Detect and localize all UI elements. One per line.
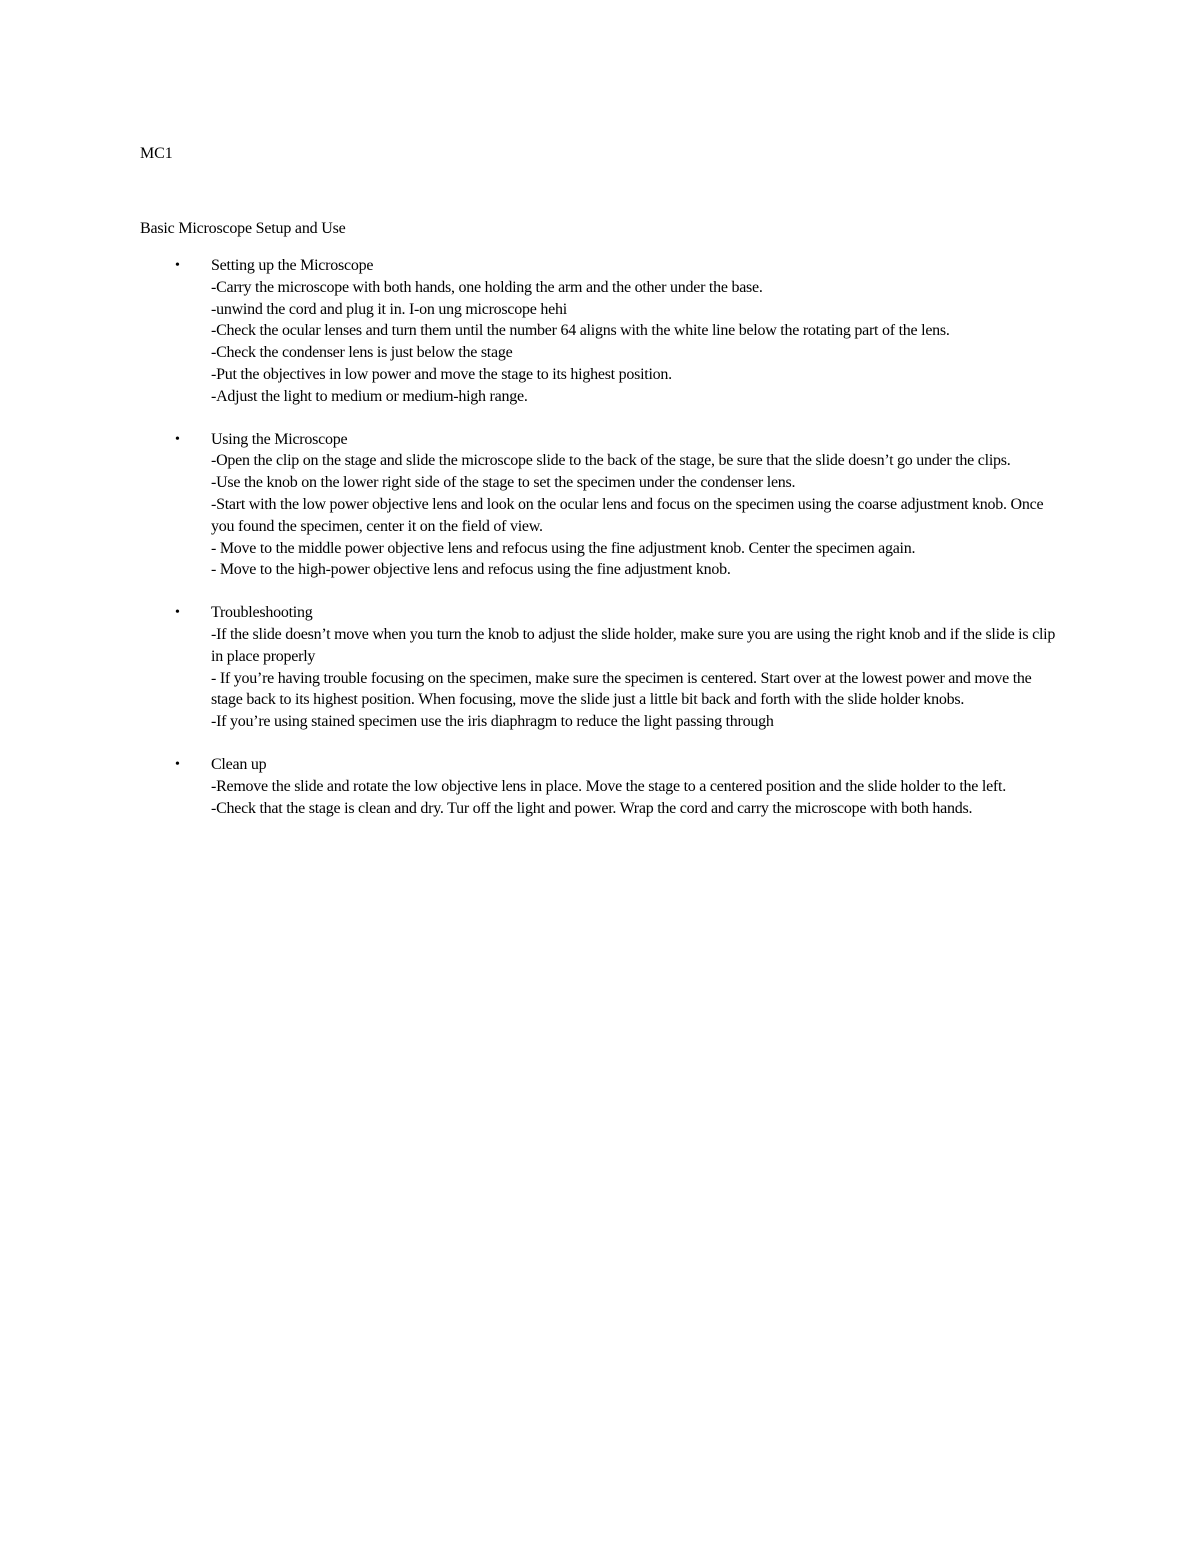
instruction-line: -Carry the microscope with both hands, one holding the arm and the other under the base. bbox=[211, 278, 763, 296]
instruction-line: -Adjust the light to medium or medium-high range. bbox=[211, 387, 528, 405]
instruction-line: -Put the objectives in low power and move the stage to its highest position. bbox=[211, 365, 672, 383]
instruction-line: -unwind the cord and plug it in. I-on ung microscope hehi bbox=[211, 300, 567, 318]
section-cleanup bbox=[0, 754, 1200, 819]
instruction-line: -Use the knob on the lower right side of the stage to set the specimen under the condenser lens. bbox=[211, 474, 796, 492]
document-code: MC1 bbox=[140, 145, 173, 162]
section-body bbox=[211, 255, 1061, 408]
instruction-line: - Move to the middle power objective lens and refocus using the fine adjustment knob. Center the specimen again. bbox=[211, 539, 916, 557]
bullet-glyph: • bbox=[175, 431, 180, 447]
section-body bbox=[211, 429, 1061, 582]
instruction-line: -Start with the low power objective lens and look on the ocular lens and focus on the specimen using the coarse adjustment knob. Once you found the specimen, center it on the field of view. bbox=[211, 495, 1044, 535]
section-using bbox=[0, 429, 1200, 582]
bullet-glyph: • bbox=[175, 258, 180, 273]
instruction-line: -Open the clip on the stage and slide the microscope slide to the back of the stage, be sure that the slide doesn’t go under the clips. bbox=[211, 452, 1011, 470]
instruction-line: -Check that the stage is clean and dry. Tur off the light and power. Wrap the cord and carry the microscope with both hands. bbox=[211, 799, 973, 817]
bullet-glyph: • bbox=[175, 756, 180, 772]
instruction-line: - If you’re having trouble focusing on the specimen, make sure the specimen is centered. Start over at the lowest power and move the stage back to its highest position. When focusing, move the slide just a little bit back and forth with the slide holder knobs. bbox=[211, 669, 1032, 709]
section-troubleshooting bbox=[0, 602, 1200, 733]
instruction-line: -Check the condenser lens is just below the stage bbox=[211, 344, 513, 362]
section-heading: Troubleshooting bbox=[211, 604, 313, 622]
section-body bbox=[211, 602, 1061, 733]
instruction-line: - Move to the high-power objective lens and refocus using the fine adjustment knob. bbox=[211, 561, 731, 579]
section-setup bbox=[0, 255, 1200, 408]
instruction-line: -Remove the slide and rotate the low objective lens in place. Move the stage to a centered position and the slide holder to the left. bbox=[211, 777, 1006, 795]
instruction-line: -Check the ocular lenses and turn them until the number 64 aligns with the white line below the rotating part of the lens. bbox=[211, 322, 950, 340]
instruction-line: -If you’re using stained specimen use the iris diaphragm to reduce the light passing through bbox=[211, 713, 774, 731]
section-heading: Setting up the Microscope bbox=[211, 257, 374, 274]
section-heading: Clean up bbox=[211, 755, 267, 773]
document-title: Basic Microscope Setup and Use bbox=[140, 220, 346, 237]
instruction-line: -If the slide doesn’t move when you turn the knob to adjust the slide holder, make sure you are using the right knob and if the slide is clip in place properly bbox=[211, 625, 1056, 665]
section-list bbox=[0, 255, 1200, 840]
section-heading: Using the Microscope bbox=[211, 430, 348, 448]
bullet-glyph: • bbox=[175, 605, 180, 621]
section-body bbox=[211, 754, 1061, 819]
